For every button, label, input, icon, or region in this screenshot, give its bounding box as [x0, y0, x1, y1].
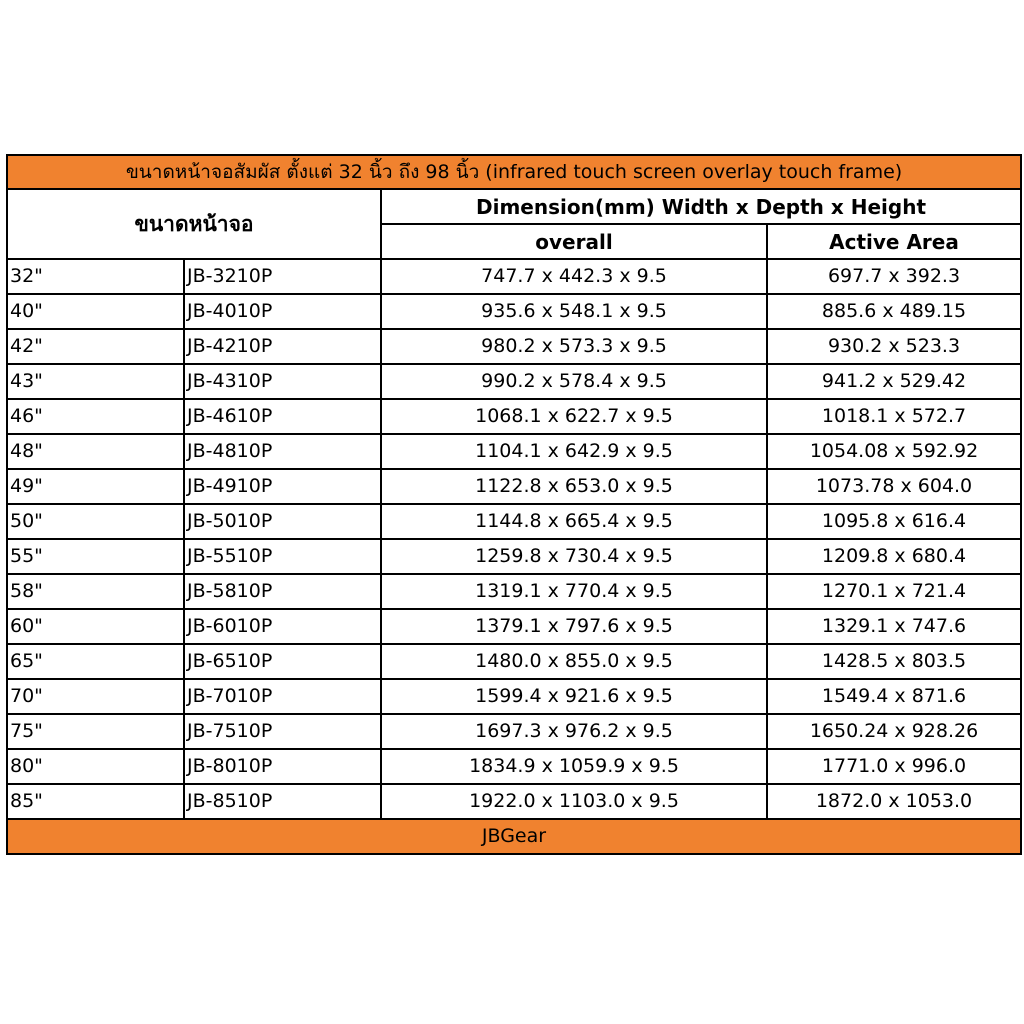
cell-model: JB-7010P	[184, 679, 381, 714]
table-row	[7, 714, 1021, 749]
cell-model: JB-7510P	[184, 714, 381, 749]
cell-screen-size: 43"	[7, 364, 184, 399]
table-row	[7, 609, 1021, 644]
table-row	[7, 539, 1021, 574]
cell-active-area: 1054.08 x 592.92	[767, 434, 1021, 469]
spec-table	[6, 154, 1022, 855]
cell-overall: 1259.8 x 730.4 x 9.5	[381, 539, 767, 574]
cell-screen-size: 46"	[7, 399, 184, 434]
cell-overall: 935.6 x 548.1 x 9.5	[381, 294, 767, 329]
cell-overall: 980.2 x 573.3 x 9.5	[381, 329, 767, 364]
cell-screen-size: 70"	[7, 679, 184, 714]
cell-active-area: 1073.78 x 604.0	[767, 469, 1021, 504]
table-row	[7, 749, 1021, 784]
header-active-area: Active Area	[767, 224, 1021, 259]
table-row	[7, 329, 1021, 364]
table-row	[7, 434, 1021, 469]
cell-active-area: 1018.1 x 572.7	[767, 399, 1021, 434]
cell-overall: 1480.0 x 855.0 x 9.5	[381, 644, 767, 679]
table-row	[7, 644, 1021, 679]
cell-active-area: 1771.0 x 996.0	[767, 749, 1021, 784]
table-row	[7, 679, 1021, 714]
cell-active-area: 941.2 x 529.42	[767, 364, 1021, 399]
cell-overall: 1599.4 x 921.6 x 9.5	[381, 679, 767, 714]
cell-overall: 1697.3 x 976.2 x 9.5	[381, 714, 767, 749]
cell-active-area: 930.2 x 523.3	[767, 329, 1021, 364]
table-row	[7, 399, 1021, 434]
cell-model: JB-8510P	[184, 784, 381, 819]
cell-model: JB-4910P	[184, 469, 381, 504]
cell-active-area: 1549.4 x 871.6	[767, 679, 1021, 714]
cell-model: JB-5810P	[184, 574, 381, 609]
cell-model: JB-5010P	[184, 504, 381, 539]
cell-model: JB-8010P	[184, 749, 381, 784]
cell-model: JB-4210P	[184, 329, 381, 364]
cell-model: JB-4810P	[184, 434, 381, 469]
cell-screen-size: 42"	[7, 329, 184, 364]
cell-screen-size: 48"	[7, 434, 184, 469]
cell-screen-size: 58"	[7, 574, 184, 609]
cell-active-area: 1428.5 x 803.5	[767, 644, 1021, 679]
table-title: ขนาดหน้าจอสัมผัส ตั้งแต่ 32 นิ้ว ถึง 98 นิ้ว (infrared touch screen overlay touch frame)	[7, 155, 1021, 189]
cell-model: JB-6510P	[184, 644, 381, 679]
cell-screen-size: 85"	[7, 784, 184, 819]
cell-model: JB-4610P	[184, 399, 381, 434]
cell-screen-size: 49"	[7, 469, 184, 504]
cell-screen-size: 55"	[7, 539, 184, 574]
cell-screen-size: 50"	[7, 504, 184, 539]
table-row	[7, 294, 1021, 329]
header-screen-size: ขนาดหน้าจอ	[7, 189, 381, 259]
cell-screen-size: 32"	[7, 259, 184, 294]
cell-screen-size: 40"	[7, 294, 184, 329]
cell-model: JB-3210P	[184, 259, 381, 294]
cell-active-area: 1095.8 x 616.4	[767, 504, 1021, 539]
table-row	[7, 364, 1021, 399]
cell-overall: 1834.9 x 1059.9 x 9.5	[381, 749, 767, 784]
cell-active-area: 885.6 x 489.15	[767, 294, 1021, 329]
cell-active-area: 1872.0 x 1053.0	[767, 784, 1021, 819]
cell-model: JB-4310P	[184, 364, 381, 399]
cell-overall: 1379.1 x 797.6 x 9.5	[381, 609, 767, 644]
cell-overall: 1068.1 x 622.7 x 9.5	[381, 399, 767, 434]
cell-screen-size: 60"	[7, 609, 184, 644]
header-overall: overall	[381, 224, 767, 259]
cell-overall: 1144.8 x 665.4 x 9.5	[381, 504, 767, 539]
table-row	[7, 574, 1021, 609]
table-row	[7, 504, 1021, 539]
cell-overall: 1122.8 x 653.0 x 9.5	[381, 469, 767, 504]
footer-brand: JBGear	[7, 819, 1021, 854]
table-row	[7, 469, 1021, 504]
cell-overall: 1922.0 x 1103.0 x 9.5	[381, 784, 767, 819]
cell-active-area: 1209.8 x 680.4	[767, 539, 1021, 574]
cell-active-area: 1270.1 x 721.4	[767, 574, 1021, 609]
cell-active-area: 1650.24 x 928.26	[767, 714, 1021, 749]
cell-model: JB-4010P	[184, 294, 381, 329]
cell-screen-size: 80"	[7, 749, 184, 784]
cell-active-area: 1329.1 x 747.6	[767, 609, 1021, 644]
header-dimension: Dimension(mm) Width x Depth x Height	[381, 189, 1021, 224]
cell-active-area: 697.7 x 392.3	[767, 259, 1021, 294]
table-row	[7, 784, 1021, 819]
cell-model: JB-6010P	[184, 609, 381, 644]
cell-overall: 1319.1 x 770.4 x 9.5	[381, 574, 767, 609]
cell-model: JB-5510P	[184, 539, 381, 574]
cell-overall: 990.2 x 578.4 x 9.5	[381, 364, 767, 399]
cell-screen-size: 75"	[7, 714, 184, 749]
cell-screen-size: 65"	[7, 644, 184, 679]
table-row	[7, 259, 1021, 294]
cell-overall: 747.7 x 442.3 x 9.5	[381, 259, 767, 294]
cell-overall: 1104.1 x 642.9 x 9.5	[381, 434, 767, 469]
